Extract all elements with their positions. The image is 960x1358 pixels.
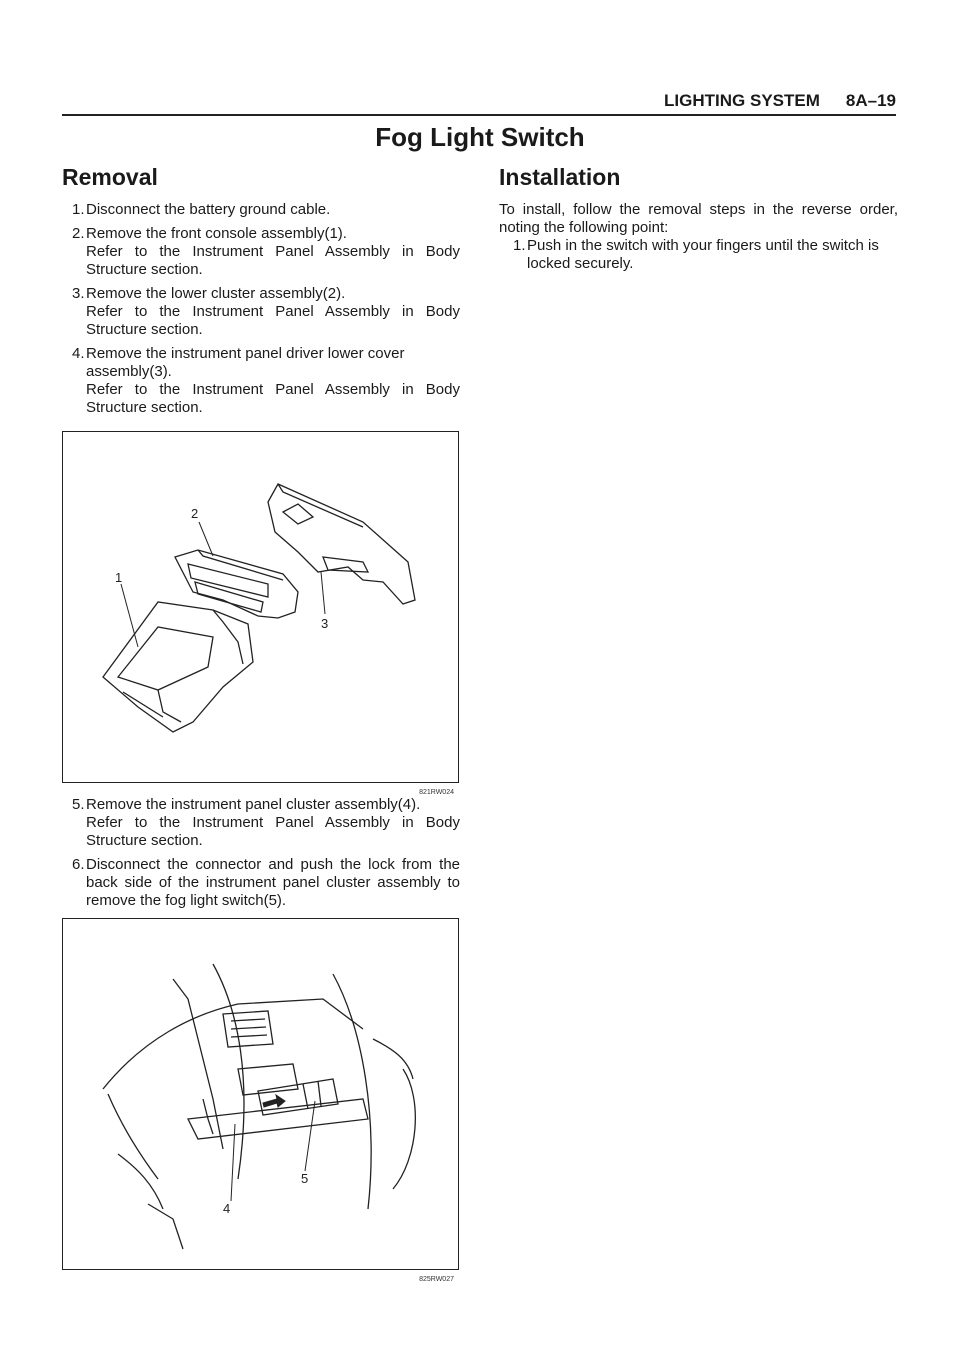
section-title: LIGHTING SYSTEM: [664, 91, 820, 110]
removal-steps-b: [62, 796, 460, 910]
removal-heading: Removal: [62, 164, 158, 190]
console-illustration: [63, 432, 458, 782]
installation-intro: To install, follow the removal steps in the reverse order, noting the following point:: [499, 201, 898, 236]
removal-section: [62, 164, 460, 423]
installation-heading: Installation: [499, 164, 621, 190]
installation-steps: [499, 237, 898, 273]
callout-label: 1: [115, 570, 123, 585]
switch-illustration: [63, 919, 458, 1269]
figure-switch-removal: [62, 918, 459, 1283]
installation-section: [499, 164, 898, 279]
removal-step-4: 4. Remove the instrument panel driver lower cover assembly(3). Refer to the Instrument Panel Assembly in Body Structure section.: [72, 345, 460, 416]
removal-step-3: 3. Remove the lower cluster assembly(2). Refer to the Instrument Panel Assembly in Body Structure section.: [72, 285, 460, 338]
page-title: Fog Light Switch: [375, 122, 585, 152]
removal-section-continued: [62, 796, 460, 916]
step-reference: Refer to the Instrument Panel Assembly in Body Structure section.: [86, 243, 460, 278]
callout-label: 5: [301, 1171, 309, 1186]
removal-steps-a: [62, 201, 460, 417]
removal-step-5: 5. Remove the instrument panel cluster assembly(4). Refer to the Instrument Panel Assembly in Body Structure section.: [72, 796, 460, 849]
callout-label: 3: [321, 616, 329, 631]
removal-step-6: 6. Disconnect the connector and push the lock from the back side of the instrument panel cluster assembly to remove the fog light switch(5).: [72, 856, 460, 909]
removal-step-1: 1. Disconnect the battery ground cable.: [72, 201, 331, 218]
page-number: 8A–19: [845, 91, 896, 110]
installation-step-1: 1. Push in the switch with your fingers until the switch is locked securely.: [513, 237, 879, 272]
step-reference: Refer to the Instrument Panel Assembly in Body Structure section.: [86, 814, 460, 849]
figure-code: 825RW027: [419, 1276, 454, 1283]
callout-label: 4: [223, 1201, 231, 1216]
figure-console-removal: [62, 431, 459, 796]
removal-step-2: 2. Remove the front console assembly(1). Refer to the Instrument Panel Assembly in Body Structure section.: [72, 225, 460, 278]
page-header: [62, 88, 896, 116]
step-reference: Refer to the Instrument Panel Assembly in Body Structure section.: [86, 381, 460, 416]
callout-label: 2: [191, 506, 199, 521]
figure-code: 821RW024: [419, 789, 454, 796]
step-reference: Refer to the Instrument Panel Assembly in Body Structure section.: [86, 303, 460, 338]
